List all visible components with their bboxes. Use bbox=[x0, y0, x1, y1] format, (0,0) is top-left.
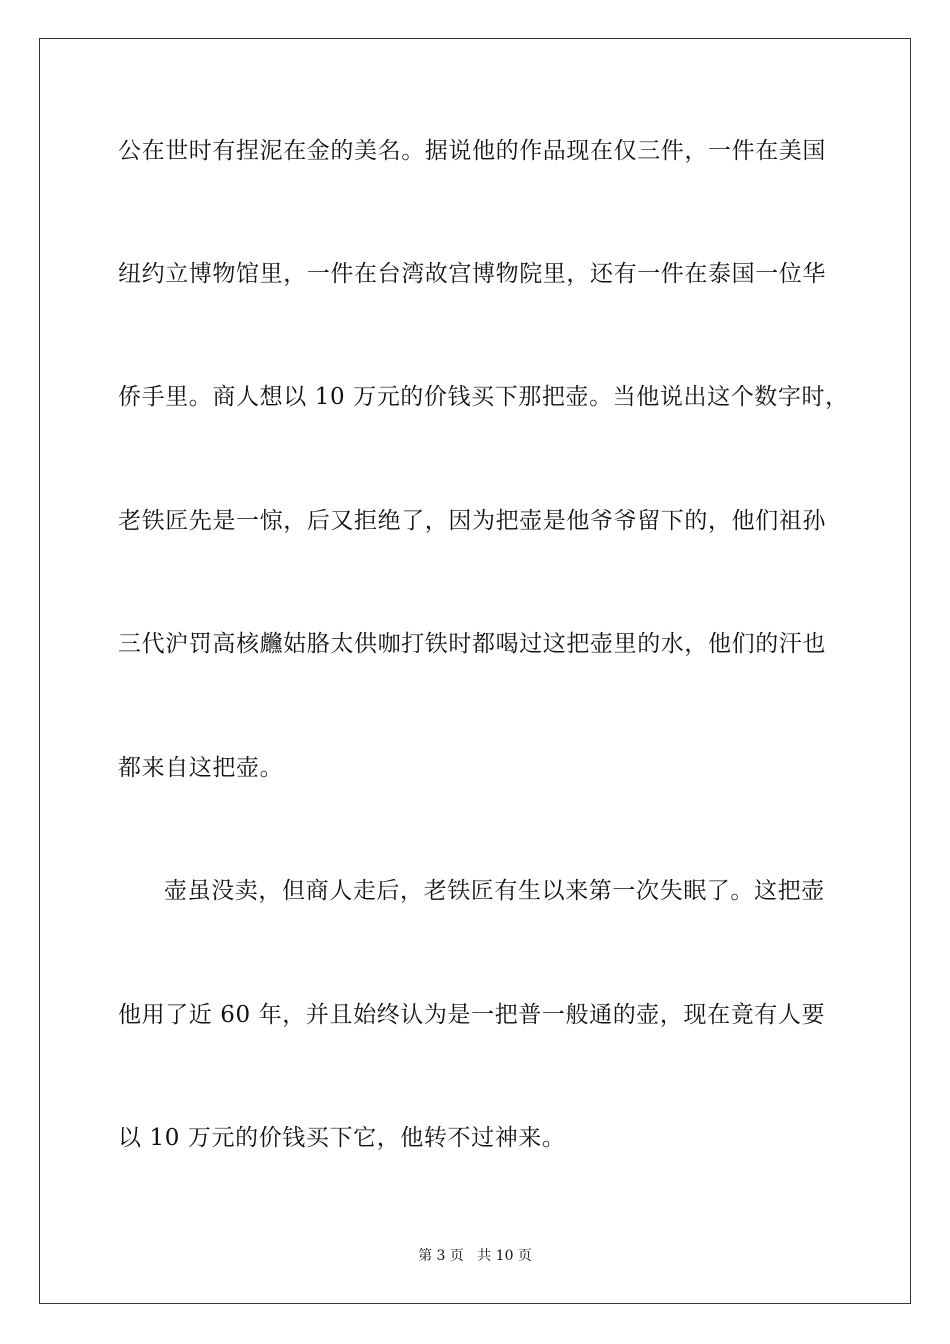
text-line-1: 公在世时有捏泥在金的美名。据说他的作品现在仅三件，一件在美国 bbox=[118, 138, 826, 164]
text-line-6: 都来自这把壶。 bbox=[118, 755, 284, 781]
text-line-9: 以 10 万元的价钱买下它，他转不过神来。 bbox=[118, 1125, 566, 1151]
page-border bbox=[39, 38, 911, 1304]
text-line-7: 壶虽没卖，但商人走后，老铁匠有生以来第一次失眠了。这把壶 bbox=[164, 878, 825, 904]
text-line-4: 老铁匠先是一惊，后又拒绝了，因为把壶是他爷爷留下的，他们祖孙 bbox=[118, 508, 826, 534]
text-line-2: 纽约立博物馆里，一件在台湾故宫博物院里，还有一件在泰国一位华 bbox=[118, 261, 826, 287]
text-line-5: 三代沪罚高核虪姑胳太供咖打铁时都喝过这把壶里的水，他们的汗也 bbox=[118, 631, 826, 657]
page-number-footer: 第 3 页 共 10 页 bbox=[418, 1248, 532, 1264]
text-line-8: 他用了近 60 年，并且始终认为是一把普一般通的壶，现在竟有人要 bbox=[118, 1002, 826, 1028]
text-line-3: 侨手里。商人想以 10 万元的价钱买下那把壶。当他说出这个数字时， bbox=[118, 384, 849, 410]
